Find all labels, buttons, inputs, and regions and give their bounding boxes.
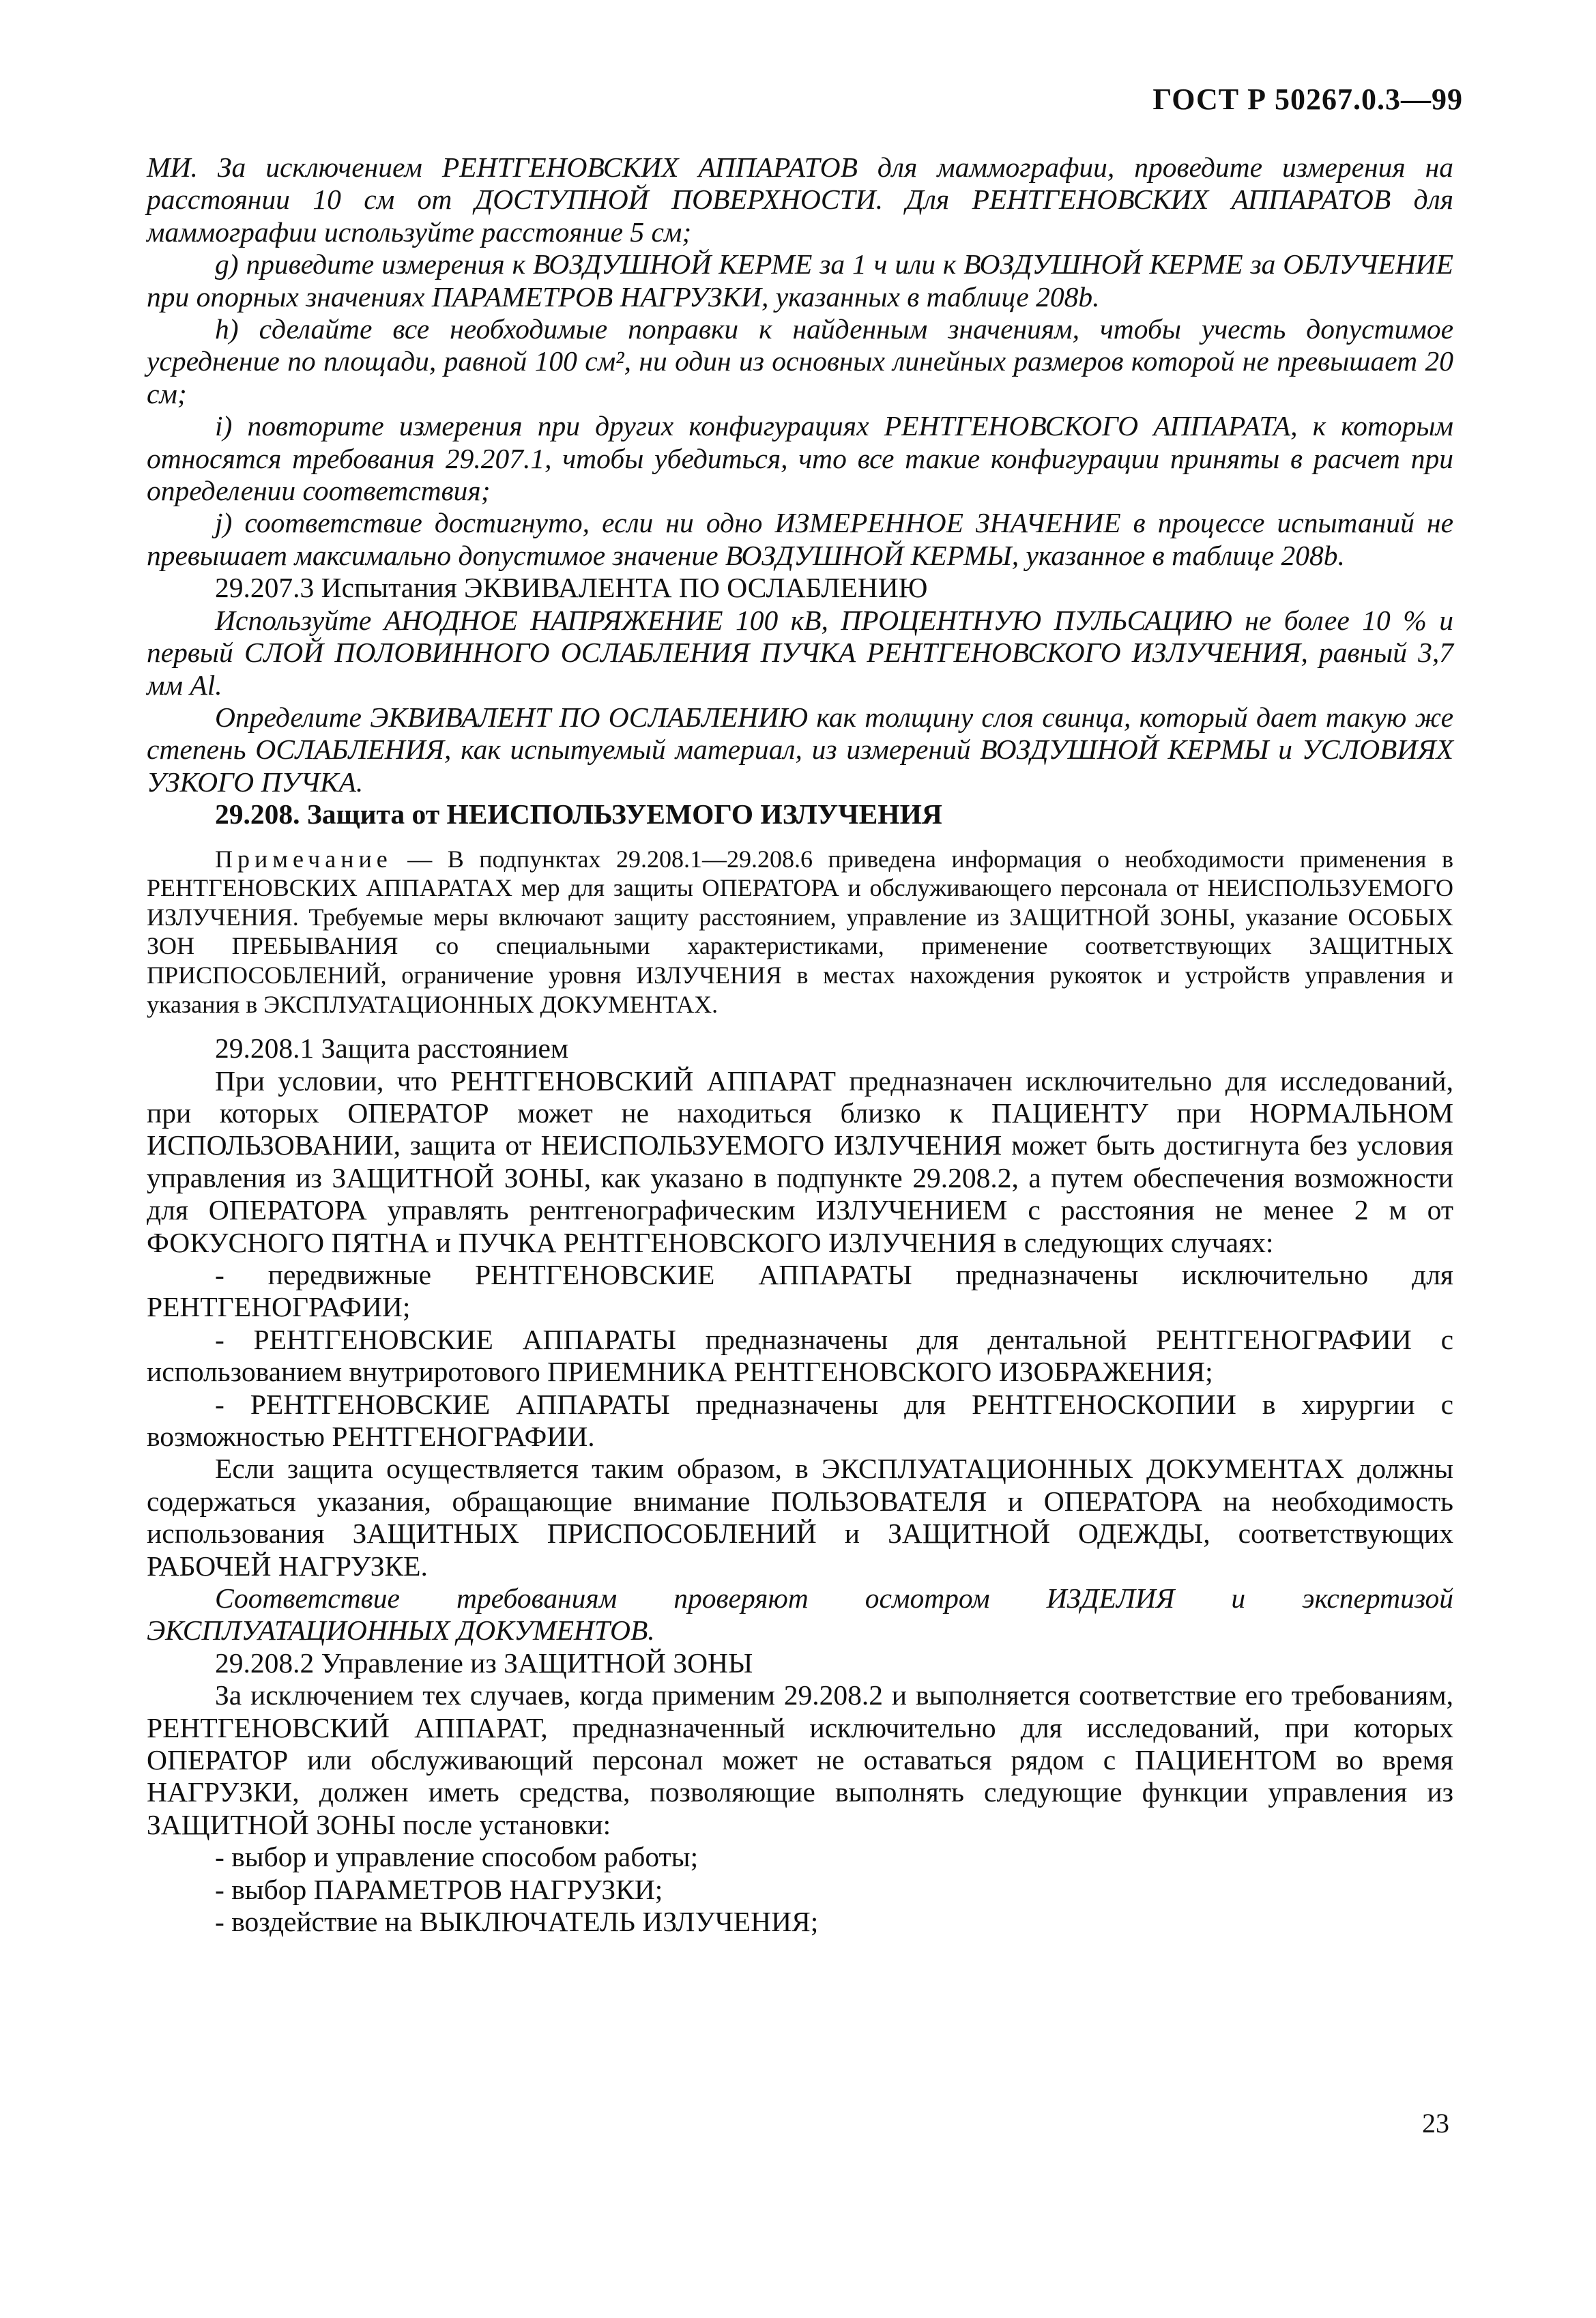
paragraph-attenuation-equivalent: Определите ЭКВИВАЛЕНТ ПО ОСЛАБЛЕНИЮ как толщину слоя свинца, который дает такую же степень ОСЛАБЛЕНИЯ, как испытуемый материал, из измерений ВОЗДУШНОЙ КЕРМЫ и УСЛОВИЯХ УЗКОГО ПУЧКА.: [147, 701, 1453, 798]
note-label: Примечание: [215, 845, 392, 873]
list-item-radiation-switch: - воздействие на ВЫКЛЮЧАТЕЛЬ ИЗЛУЧЕНИЯ;: [215, 1906, 819, 1938]
list-item-h: h) сделайте все необходимые поправки к найденным значениям, чтобы учесть допустимое усреднение по площади, равной 100 см², ни один из основных линейных размеров которой не превышает 20 см;: [147, 313, 1453, 409]
list-item-i: i) повторите измерения при других конфигурациях РЕНТГЕНОВСКОГО АППАРАТА, к которым относятся требования 29.207.1, чтобы убедиться, что все такие конфигурации приняты в расчет при определении соответствия;: [147, 410, 1453, 507]
subsection-title-29-207-3: 29.207.3 Испытания ЭКВИВАЛЕНТА ПО ОСЛАБЛЕНИЮ: [215, 572, 928, 604]
subsection-title-29-208-2: 29.208.2 Управление из ЗАЩИТНОЙ ЗОНЫ: [215, 1647, 753, 1679]
paragraph-compliance-check: Соответствие требованиям проверяют осмотром ИЗДЕЛИЯ и экспертизой ЭКСПЛУАТАЦИОННЫХ ДОКУМЕНТОВ.: [147, 1582, 1453, 1647]
paragraph-anode-voltage: Используйте АНОДНОЕ НАПРЯЖЕНИЕ 100 кВ, ПРОЦЕНТНУЮ ПУЛЬСАЦИЮ не более 10 % и первый СЛОЙ ПОЛОВИННОГО ОСЛАБЛЕНИЯ ПУЧКА РЕНТГЕНОВСКОГО ИЗЛУЧЕНИЯ, равный 3,7 мм Al.: [147, 604, 1453, 701]
list-item-dental-units: - РЕНТГЕНОВСКИЕ АППАРАТЫ предназначены для дентальной РЕНТГЕНОГРАФИИ с использованием внутриротового ПРИЕМНИКА РЕНТГЕНОВСКОГО ИЗОБРАЖЕНИЯ;: [147, 1323, 1453, 1388]
list-item-g: g) приведите измерения к ВОЗДУШНОЙ КЕРМЕ за 1 ч или к ВОЗДУШНОЙ КЕРМЕ за ОБЛУЧЕНИЕ при опорных значениях ПАРАМЕТРОВ НАГРУЗКИ, указанных в таблице 208b.: [147, 248, 1453, 313]
standard-number: ГОСТ Р 50267.0.3—99: [1152, 83, 1463, 116]
paragraph-documentation-requirements: Если защита осуществляется таким образом, в ЭКСПЛУАТАЦИОННЫХ ДОКУМЕНТАХ должны содержаться указания, обращающие внимание ПОЛЬЗОВАТЕЛЯ и ОПЕРАТОРА на необходимость использования ЗАЩИТНЫХ ПРИСПОСОБЛЕНИЙ и ЗАЩИТНОЙ ОДЕЖДЫ, соответствующих РАБОЧЕЙ НАГРУЗКЕ.: [147, 1453, 1453, 1582]
page-number: 23: [1422, 2108, 1449, 2139]
list-item-surgical-units: - РЕНТГЕНОВСКИЕ АППАРАТЫ предназначены для РЕНТГЕНОСКОПИИ в хирургии с возможностью РЕНТГЕНОГРАФИИ.: [147, 1388, 1453, 1452]
list-item-j: j) соответствие достигнуто, если ни одно ИЗМЕРЕННОЕ ЗНАЧЕНИЕ в процессе испытаний не превышает максимально допустимое значение ВОЗДУШНОЙ КЕРМЫ, указанное в таблице 208b.: [147, 507, 1453, 571]
paragraph-distance-protection: При условии, что РЕНТГЕНОВСКИЙ АППАРАТ предназначен исключительно для исследований, при которых ОПЕРАТОР может не находиться близко к ПАЦИЕНТУ при НОРМАЛЬНОМ ИСПОЛЬЗОВАНИИ, защита от НЕИСПОЛЬЗУЕМОГО ИЗЛУЧЕНИЯ может быть достигнута без условия управления из ЗАЩИТНОЙ ЗОНЫ, как указано в подпункте 29.208.2, а путем обеспечения возможности для ОПЕРАТОРА управлять рентгенографическим ИЗЛУЧЕНИЕМ с расстояния не менее 2 м от ФОКУСНОГО ПЯТНА и ПУЧКА РЕНТГЕНОВСКОГО ИЗЛУЧЕНИЯ в следующих случаях:: [147, 1064, 1453, 1258]
list-item-mobile-units: - передвижные РЕНТГЕНОВСКИЕ АППАРАТЫ предназначены исключительно для РЕНТГЕНОГРАФИИ;: [147, 1258, 1453, 1323]
list-item-loading-parameters: - выбор ПАРАМЕТРОВ НАГРУЗКИ;: [215, 1873, 663, 1905]
note-text: — В подпунктах 29.208.1—29.208.6 приведена информация о необходимости применения в РЕНТГЕНОВСКИХ АППАРАТАХ мер для защиты ОПЕРАТОРА и обслуживающего персонала от НЕИСПОЛЬЗУЕМОГО ИЗЛУЧЕНИЯ. Требуемые меры включают защиту расстоянием, управление из ЗАЩИТНОЙ ЗОНЫ, указание ОСОБЫХ ЗОН ПРЕБЫВАНИЯ со специальными характеристиками, применение соответствующих ЗАЩИТНЫХ ПРИСПОСОБЛЕНИЙ, ограничение уровня ИЗЛУЧЕНИЯ в местах нахождения рукояток и устройств управления и указания в ЭКСПЛУАТАЦИОННЫХ ДОКУМЕНТАХ.: [147, 845, 1453, 1018]
note-paragraph: [147, 845, 1453, 1019]
paragraph-protected-area-control: За исключением тех случаев, когда применим 29.208.2 и выполняется соответствие его требованиям, РЕНТГЕНОВСКИЙ АППАРАТ, предназначенный исключительно для исследований, при которых ОПЕРАТОР или обслуживающий персонал может не оставаться рядом с ПАЦИЕНТОМ во время НАГРУЗКИ, должен иметь средства, позволяющие выполнять следующие функции управления из ЗАЩИТНОЙ ЗОНЫ после установки:: [147, 1679, 1453, 1840]
page-body: [147, 151, 1453, 1938]
paragraph-continuation: МИ. За исключением РЕНТГЕНОВСКИХ АППАРАТОВ для маммографии, проведите измерения на расстоянии 10 см от ДОСТУПНОЙ ПОВЕРХНОСТИ. Для РЕНТГЕНОВСКИХ АППАРАТОВ для маммографии используйте расстояние 5 см;: [147, 151, 1453, 248]
section-heading-29-208: 29.208. Защита от НЕИСПОЛЬЗУЕМОГО ИЗЛУЧЕНИЯ: [215, 798, 942, 830]
subsection-title-29-208-1: 29.208.1 Защита расстоянием: [215, 1032, 569, 1064]
list-item-mode-selection: - выбор и управление способом работы;: [215, 1841, 699, 1873]
